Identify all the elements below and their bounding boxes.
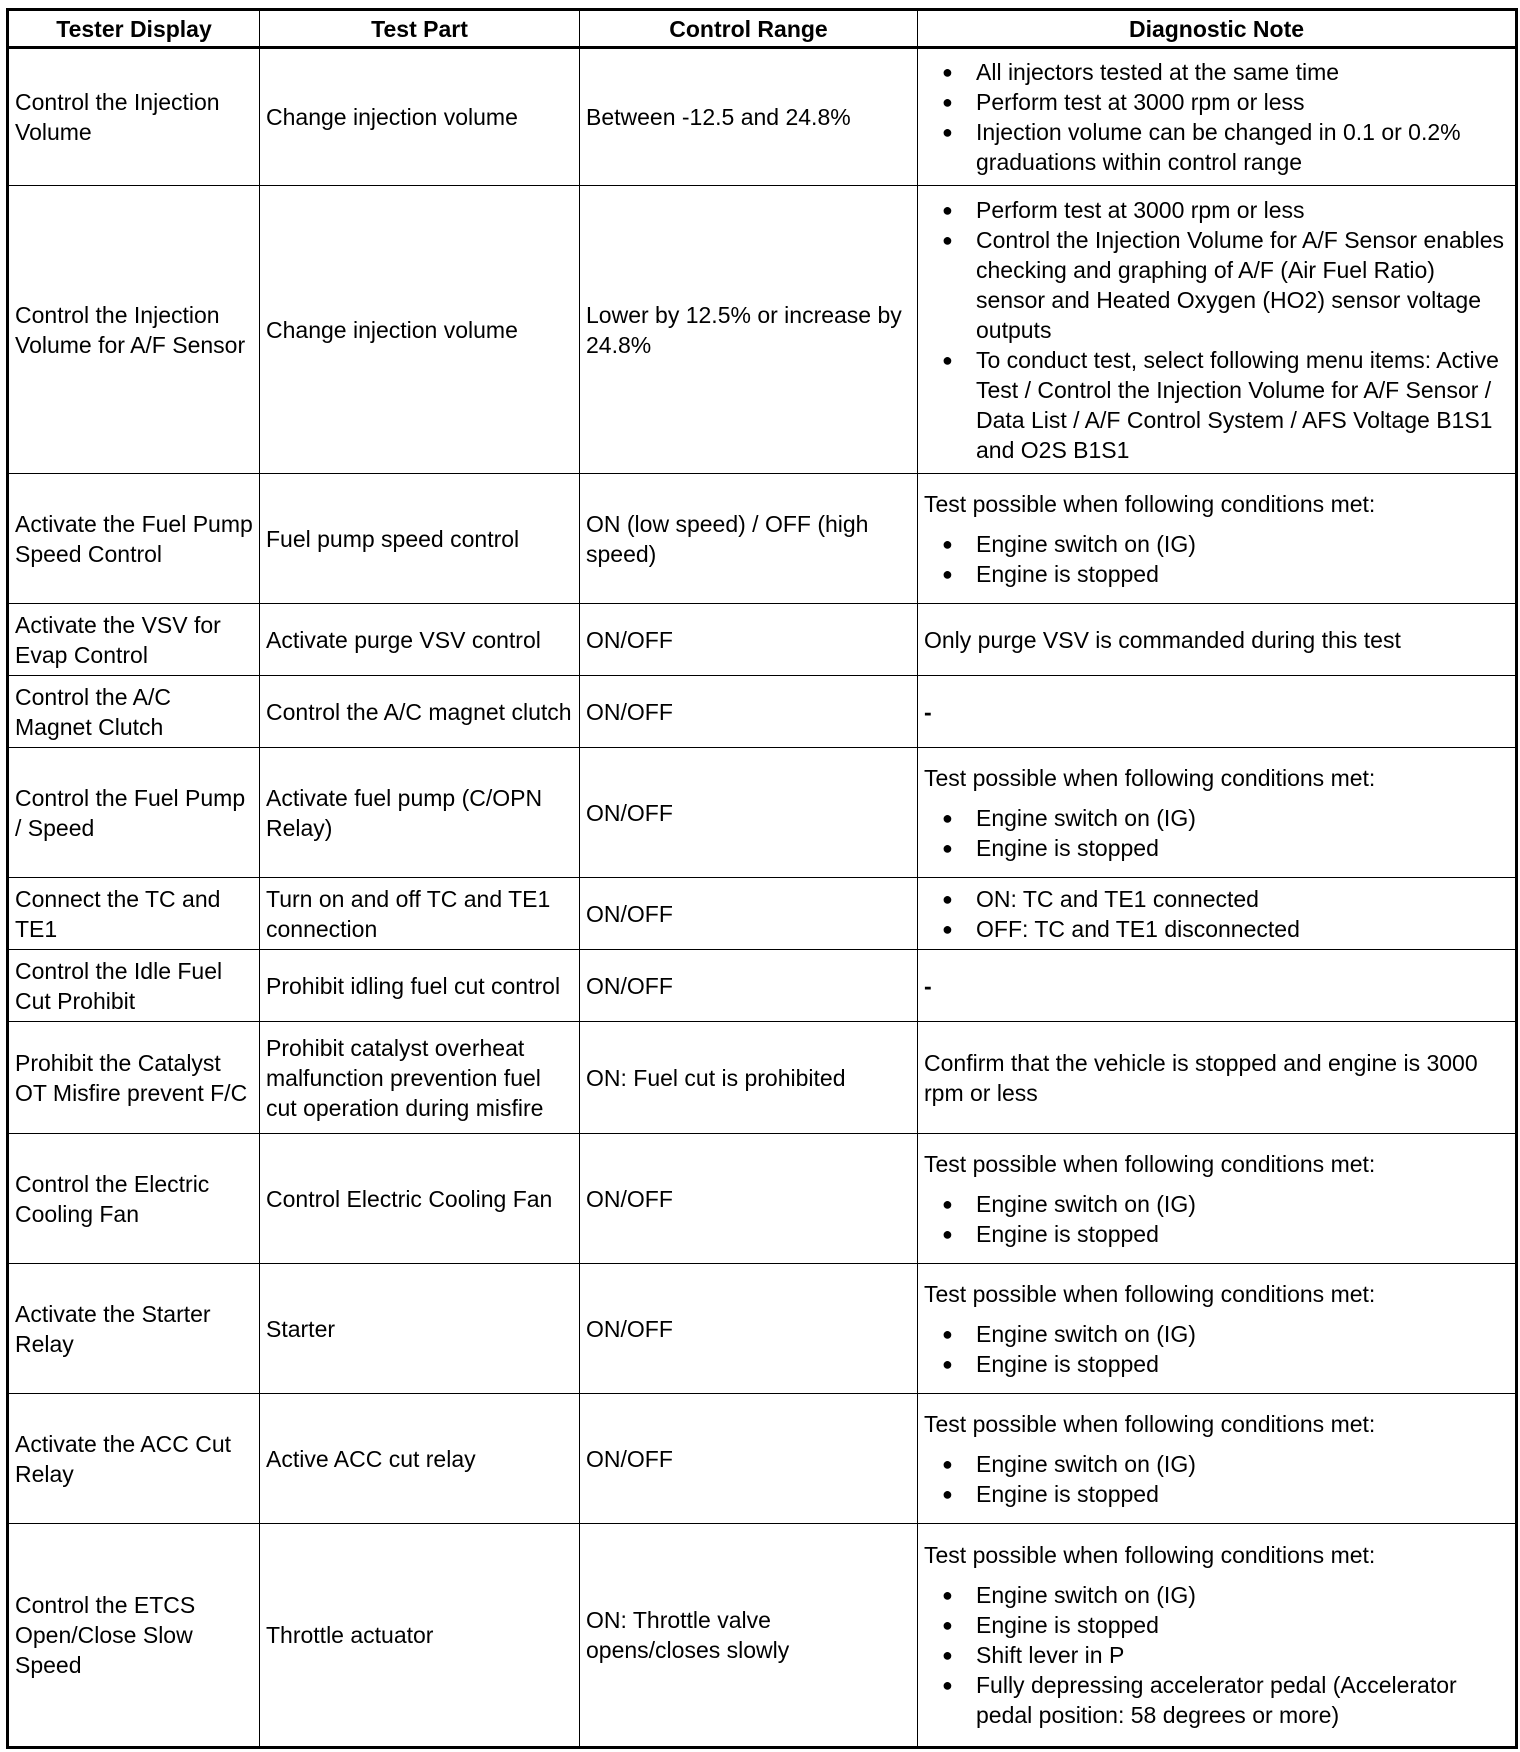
note-bullet-item: ● Perform test at 3000 rpm or less (942, 87, 1509, 117)
note-bullet-item: ● Engine switch on (IG) (942, 1189, 1509, 1219)
cell-control-range: ON (low speed) / OFF (high speed) (580, 474, 918, 604)
cell-control-range: Between -12.5 and 24.8% (580, 48, 918, 186)
note-bullet-item: ● Fully depressing accelerator pedal (Accelerator pedal position: 58 degrees or more) (942, 1670, 1509, 1730)
note-bullet-item: ● Engine is stopped (942, 1610, 1509, 1640)
cell-test-part: Activate purge VSV control (260, 604, 580, 676)
cell-diagnostic-note (918, 748, 1517, 878)
cell-tester-display: Control the Fuel Pump / Speed (8, 748, 260, 878)
table-row (8, 676, 1517, 748)
cell-test-part: Activate fuel pump (C/OPN Relay) (260, 748, 580, 878)
note-bullet-list (924, 57, 1509, 177)
cell-control-range: ON/OFF (580, 1134, 918, 1264)
cell-diagnostic-note (918, 1134, 1517, 1264)
cell-test-part: Starter (260, 1264, 580, 1394)
cell-tester-display: Control the Injection Volume (8, 48, 260, 186)
cell-diagnostic-note (918, 186, 1517, 474)
cell-control-range: ON/OFF (580, 604, 918, 676)
header-tester-display: Tester Display (8, 10, 260, 48)
cell-control-range: ON/OFF (580, 950, 918, 1022)
table-row (8, 1524, 1517, 1748)
cell-control-range: ON/OFF (580, 878, 918, 950)
cell-tester-display: Control the ETCS Open/Close Slow Speed (8, 1524, 260, 1748)
note-bullet-item: ● Engine is stopped (942, 833, 1509, 863)
note-bullet-item: ● Perform test at 3000 rpm or less (942, 195, 1509, 225)
note-bullet-list (924, 1189, 1509, 1249)
note-bullet-list (924, 1449, 1509, 1509)
table-row (8, 950, 1517, 1022)
cell-tester-display: Activate the VSV for Evap Control (8, 604, 260, 676)
table-row (8, 604, 1517, 676)
table-row (8, 878, 1517, 950)
cell-diagnostic-note (918, 48, 1517, 186)
cell-test-part: Active ACC cut relay (260, 1394, 580, 1524)
note-bullet-list (924, 884, 1509, 944)
table-row (8, 1394, 1517, 1524)
note-bullet-item: ● Engine switch on (IG) (942, 529, 1509, 559)
cell-control-range: ON: Fuel cut is prohibited (580, 1022, 918, 1134)
note-bullet-item: ● Engine switch on (IG) (942, 1449, 1509, 1479)
note-intro: Test possible when following conditions met: (924, 1150, 1376, 1177)
note-bullet-list (924, 1319, 1509, 1379)
cell-tester-display: Activate the Fuel Pump Speed Control (8, 474, 260, 604)
table-header (8, 10, 1517, 48)
table-row (8, 1022, 1517, 1134)
note-bullet-list (924, 529, 1509, 589)
note-bullet-list (924, 195, 1509, 465)
note-bullet-item: ● Engine is stopped (942, 1219, 1509, 1249)
note-bullet-item: ● To conduct test, select following menu items: Active Test / Control the Injection Volume for A/F Sensor / Data List / A/F Control System / AFS Voltage B1S1 and O2S B1S1 (942, 345, 1509, 465)
header-control-range: Control Range (580, 10, 918, 48)
table-row (8, 1134, 1517, 1264)
cell-control-range: ON/OFF (580, 1394, 918, 1524)
note-bullet-item: ● Shift lever in P (942, 1640, 1509, 1670)
cell-test-part: Prohibit idling fuel cut control (260, 950, 580, 1022)
note-bullet-item: ● Injection volume can be changed in 0.1 or 0.2% graduations within control range (942, 117, 1509, 177)
note-bullet-item: ● Engine is stopped (942, 1349, 1509, 1379)
header-diagnostic-note: Diagnostic Note (918, 10, 1517, 48)
cell-control-range: ON: Throttle valve opens/closes slowly (580, 1524, 918, 1748)
cell-control-range: Lower by 12.5% or increase by 24.8% (580, 186, 918, 474)
note-bullet-item: ● Engine is stopped (942, 559, 1509, 589)
note-bullet-item: ● Engine switch on (IG) (942, 1319, 1509, 1349)
cell-control-range: ON/OFF (580, 1264, 918, 1394)
note-intro: Test possible when following conditions met: (924, 1280, 1376, 1307)
cell-test-part: Change injection volume (260, 48, 580, 186)
note-bullet-item: ● Engine switch on (IG) (942, 803, 1509, 833)
cell-diagnostic-note: Only purge VSV is commanded during this test (918, 604, 1517, 676)
cell-tester-display: Activate the Starter Relay (8, 1264, 260, 1394)
cell-test-part: Control Electric Cooling Fan (260, 1134, 580, 1264)
cell-diagnostic-note (918, 474, 1517, 604)
cell-diagnostic-note (918, 878, 1517, 950)
note-bullet-item: ● Engine switch on (IG) (942, 1580, 1509, 1610)
note-intro: Test possible when following conditions met: (924, 490, 1376, 517)
cell-test-part: Change injection volume (260, 186, 580, 474)
note-bullet-item: ● Control the Injection Volume for A/F Sensor enables checking and graphing of A/F (Air Fuel Ratio) sensor and Heated Oxygen (HO2) sensor voltage outputs (942, 225, 1509, 345)
cell-tester-display: Connect the TC and TE1 (8, 878, 260, 950)
header-test-part: Test Part (260, 10, 580, 48)
cell-diagnostic-note: - (918, 676, 1517, 748)
cell-tester-display: Activate the ACC Cut Relay (8, 1394, 260, 1524)
table-row (8, 474, 1517, 604)
cell-test-part: Throttle actuator (260, 1524, 580, 1748)
cell-diagnostic-note: - (918, 950, 1517, 1022)
note-bullet-item: ● ON: TC and TE1 connected (942, 884, 1509, 914)
diagnostic-table (6, 8, 1518, 1749)
cell-test-part: Turn on and off TC and TE1 connection (260, 878, 580, 950)
header-row (8, 10, 1517, 48)
cell-tester-display: Control the Injection Volume for A/F Sensor (8, 186, 260, 474)
table-row (8, 186, 1517, 474)
cell-diagnostic-note (918, 1524, 1517, 1748)
table-row (8, 48, 1517, 186)
table-body (8, 48, 1517, 1748)
cell-control-range: ON/OFF (580, 748, 918, 878)
cell-diagnostic-note: Confirm that the vehicle is stopped and engine is 3000 rpm or less (918, 1022, 1517, 1134)
cell-diagnostic-note (918, 1264, 1517, 1394)
note-intro: Test possible when following conditions met: (924, 1410, 1376, 1437)
cell-tester-display: Control the Idle Fuel Cut Prohibit (8, 950, 260, 1022)
cell-tester-display: Control the Electric Cooling Fan (8, 1134, 260, 1264)
note-bullet-item: ● Engine is stopped (942, 1479, 1509, 1509)
cell-control-range: ON/OFF (580, 676, 918, 748)
cell-tester-display: Prohibit the Catalyst OT Misfire prevent F/C (8, 1022, 260, 1134)
table-row (8, 1264, 1517, 1394)
note-bullet-item: ● All injectors tested at the same time (942, 57, 1509, 87)
table-row (8, 748, 1517, 878)
note-bullet-item: ● OFF: TC and TE1 disconnected (942, 914, 1509, 944)
cell-test-part: Control the A/C magnet clutch (260, 676, 580, 748)
cell-test-part: Fuel pump speed control (260, 474, 580, 604)
cell-diagnostic-note (918, 1394, 1517, 1524)
note-intro: Test possible when following conditions met: (924, 1542, 1376, 1568)
note-intro: Test possible when following conditions met: (924, 764, 1376, 791)
note-bullet-list (924, 803, 1509, 863)
cell-tester-display: Control the A/C Magnet Clutch (8, 676, 260, 748)
note-bullet-list (924, 1580, 1509, 1730)
cell-test-part: Prohibit catalyst overheat malfunction prevention fuel cut operation during misfire (260, 1022, 580, 1134)
